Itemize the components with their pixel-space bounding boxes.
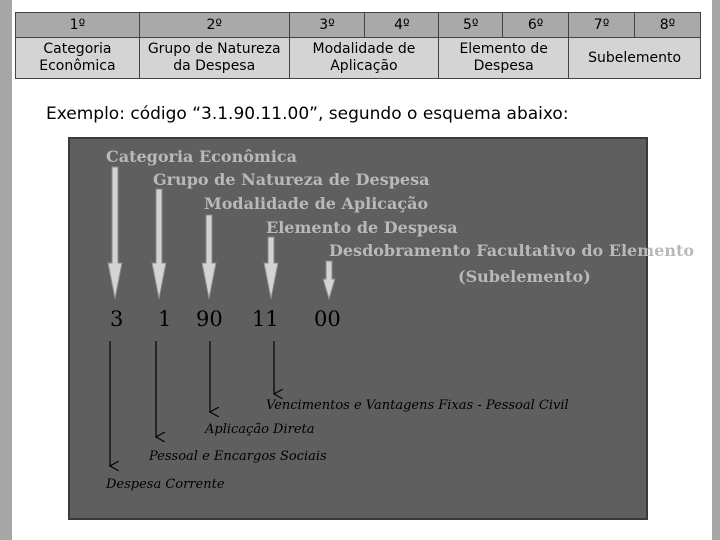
digit-1: 1º [16,13,140,38]
arrow-grupo [152,189,166,299]
segment-categoria: Categoria Econômica [16,38,140,79]
code-part-modalidade: 90 [196,307,223,331]
segment-modalidade: Modalidade de Aplicação [289,38,439,79]
code-part-grupo: 1 [158,307,172,331]
digit-3: 3º [289,13,365,38]
meaning-aplicacao-direta: Aplicação Direta [205,422,315,437]
top-label-elemento: Elemento de Despesa [266,218,458,237]
digit-position-row [16,13,701,38]
code-part-categoria: 3 [110,307,124,331]
top-label-subelemento: (Subelemento) [458,267,591,286]
code-part-elemento: 11 [252,307,279,331]
example-caption: Exemplo: código “3.1.90.11.00”, segundo o esquema abaixo: [46,104,569,124]
slide-left-edge [0,0,12,540]
digit-4: 4º [365,13,439,38]
arrow-elemento [264,237,278,299]
arrow-subelemento [323,261,335,299]
meaning-vencimentos: Vencimentos e Vantagens Fixas - Pessoal Civil [266,398,569,413]
top-label-grupo: Grupo de Natureza de Despesa [153,170,430,189]
digit-2: 2º [139,13,289,38]
code-diagram [68,137,695,520]
arrow-categoria [108,167,122,299]
digit-6: 6º [503,13,569,38]
top-label-desdobramento: Desdobramento Facultativo do Elemento [329,241,695,260]
arrow-modalidade [202,215,216,299]
slide-right-edge [712,0,720,540]
digit-8: 8º [635,13,701,38]
code-part-subelemento: 00 [314,307,341,331]
segment-grupo: Grupo de Natureza da Despesa [139,38,289,79]
bottom-arrows [110,341,274,466]
meaning-despesa-corrente: Despesa Corrente [106,477,225,492]
digit-5: 5º [439,13,503,38]
code-diagram-svg [70,139,695,518]
code-structure-table [15,12,701,79]
top-label-categoria: Categoria Econômica [106,147,298,166]
top-label-modalidade: Modalidade de Aplicação [204,194,429,213]
segment-name-row [16,38,701,79]
segment-elemento: Elemento de Despesa [439,38,569,79]
digit-7: 7º [569,13,635,38]
segment-subelemento: Subelemento [569,38,701,79]
meaning-pessoal-encargos: Pessoal e Encargos Sociais [149,449,327,464]
